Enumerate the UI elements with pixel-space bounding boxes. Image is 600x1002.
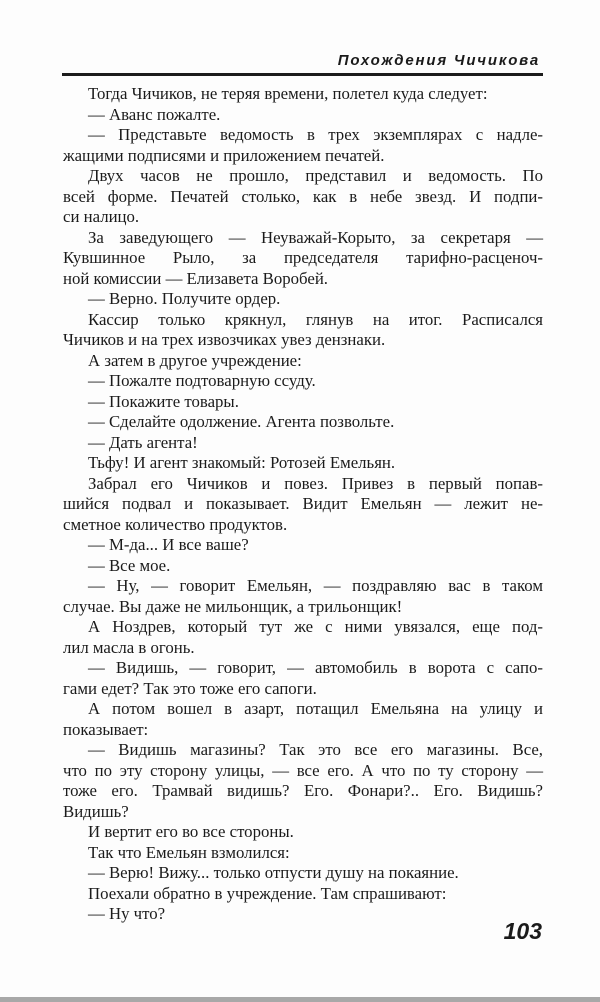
paragraph <box>63 310 543 351</box>
paragraph <box>63 822 543 843</box>
text-line: жащими подписями и приложением печатей. <box>63 145 385 165</box>
text-line: — М-да... И все ваше? <box>88 535 249 554</box>
text-line: тоже его. Трамвай видишь? Его. Фонари?.. Его. Видишь? <box>63 781 543 800</box>
text-line: — Ну, — говорит Емельян, — поздравляю вас в таком <box>88 576 543 595</box>
paragraph <box>63 371 543 392</box>
text-line: — Видишь, — говорит, — автомобиль в ворота с сапо- <box>88 658 543 677</box>
header-rule <box>62 73 543 76</box>
text-line: случае. Вы даже не мильонщик, а трильонщик! <box>63 596 403 616</box>
text-line: гами едет? Так это тоже его сапоги. <box>63 678 317 698</box>
text-line: — Дать агента! <box>88 432 198 452</box>
paragraph <box>63 351 543 372</box>
text-line: А затем в другое учреждение: <box>88 350 302 370</box>
text-line: всей форме. Печатей столько, как в небе звезд. И подпи- <box>63 186 543 206</box>
paragraph <box>63 412 543 433</box>
text-line: — Верно. Получите ордер. <box>88 289 281 308</box>
text-line: шийся подвал и показывает. Видит Емельян — лежит не- <box>63 494 543 513</box>
text-line: Чичиков и на трех извозчиках увез дензнаки. <box>63 330 386 349</box>
text-line: си налицо. <box>63 207 140 226</box>
text-line: Кувшинное Рыло, за председателя тарифно-расценоч- <box>63 248 543 267</box>
page-number: 103 <box>503 918 542 944</box>
text-line: что по эту сторону улицы, — все его. А что по ту сторону — <box>63 760 543 780</box>
text-line: За заведующего — Неуважай-Корыто, за секретаря — <box>88 227 543 247</box>
text-line: — Пожалте подтоварную ссуду. <box>88 371 316 390</box>
text-line: — Сделайте одолжение. Агента позвольте. <box>88 412 395 431</box>
paragraph <box>63 84 543 105</box>
text-line: А Ноздрев, который тут же с ними увязался, еще под- <box>88 617 543 636</box>
text-line: — Видишь магазины? Так это все его магазины. Все, <box>88 740 543 759</box>
paragraph <box>63 617 543 658</box>
text-line: — Представьте ведомость в трех экземплярах с надле- <box>88 125 543 144</box>
paragraph <box>63 658 543 699</box>
paragraph <box>63 105 543 126</box>
paragraph <box>63 125 543 166</box>
paragraph <box>63 699 543 740</box>
text-line: Тьфу! И агент знакомый: Ротозей Емельян. <box>88 453 396 472</box>
text-line: сметное количество продуктов. <box>63 514 288 534</box>
paragraph <box>63 228 543 290</box>
page-bottom-edge <box>0 997 600 1002</box>
text-line: Двух часов не прошло, представил и ведомость. По <box>88 166 543 185</box>
text-line: А потом вошел в азарт, потащил Емельяна на улицу и <box>88 699 543 718</box>
paragraph <box>63 453 543 474</box>
paragraph <box>63 904 543 925</box>
text-line: — Ну что? <box>88 904 166 923</box>
text-line: Забрал его Чичиков и повез. Привез в первый попав- <box>88 473 543 493</box>
paragraph <box>63 433 543 454</box>
paragraph <box>63 740 543 822</box>
paragraph <box>63 474 543 536</box>
paragraph <box>63 884 543 905</box>
text-line: — Аванс пожалте. <box>88 104 221 124</box>
text-line: Видишь? <box>63 801 129 821</box>
paragraph <box>63 392 543 413</box>
paragraph <box>63 576 543 617</box>
text-line: лил масла в огонь. <box>63 637 195 657</box>
page-body <box>63 84 543 925</box>
text-line: Поехали обратно в учреждение. Там спрашивают: <box>88 883 447 903</box>
text-line: ной комиссии — Елизавета Воробей. <box>63 268 328 288</box>
text-line: показывает: <box>63 719 149 739</box>
paragraph <box>63 289 543 310</box>
text-line: — Верю! Вижу... только отпусти душу на покаяние. <box>88 863 459 882</box>
text-line: — Все мое. <box>88 555 171 575</box>
paragraph <box>63 843 543 864</box>
text-line: Кассир только крякнул, глянув на итог. Расписался <box>88 309 543 329</box>
running-header: Похождения Чичикова <box>337 52 540 69</box>
text-line: Тогда Чичиков, не теряя времени, полетел куда следует: <box>88 84 488 103</box>
paragraph <box>63 535 543 556</box>
text-line: — Покажите товары. <box>88 391 239 411</box>
paragraph <box>63 863 543 884</box>
text-line: И вертит его во все стороны. <box>88 822 294 841</box>
paragraph <box>63 166 543 228</box>
text-line: Так что Емельян взмолился: <box>88 842 290 862</box>
paragraph <box>63 556 543 577</box>
